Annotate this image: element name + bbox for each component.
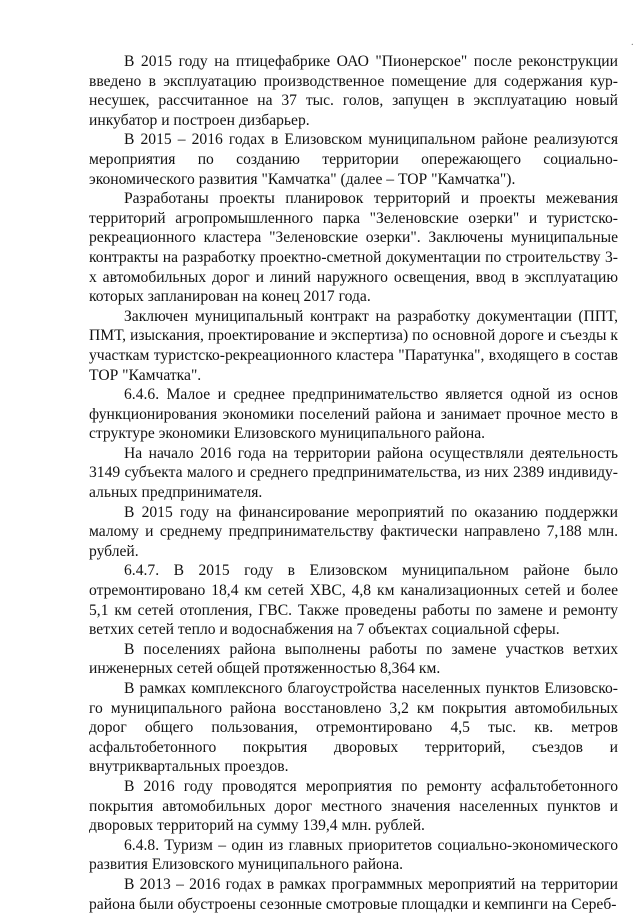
page-edge-mark: ·: [630, 40, 634, 51]
paragraph-asphalt-repair-2016: В 2016 году проводятся мероприятия по ремонту асфальтобетонного покрытия автомобильных дорог местного значения населенных пунктов и дворовых территорий на сумму 139,4 млн. рублей.: [89, 777, 618, 835]
paragraph-paratunka-contract: Заключен муниципальный контракт на разработку документации (ППТ, ПМТ, изыскания, проектирование и экспертиза) по основной дороге и съезды к участкам туристско-рекреационного кластера "Паратунка", входящего в состав ТОР "Камчатка".: [89, 307, 618, 384]
paragraph-section-6-4-7: 6.4.7. В 2015 году в Елизовском муниципальном районе было отремонтировано 18,4 км сетей ХВС, 4,8 км канализационных сетей и более 5,1 км сетей отопления, ГВС. Также проведены работы по замене и ремонту ветхих сетей тепло и водоснабжения на 7 объектах социальной сферы.: [89, 562, 618, 639]
document-page: [89, 52, 618, 914]
paragraph-tourism-sites: В 2013 – 2016 годах в рамках программных мероприятий на территории района были обустроены сезонные смотровые площадки и кемпинги на Сереб-: [89, 875, 618, 913]
paragraph-poultry-farm: В 2015 году на птицефабрике ОАО "Пионерское" после реконструкции введено в эксплуатацию производственное помещение для содержания кур-несушек, рассчитанное на 37 тыс. голов, запущен в эксплуатацию новый инкубатор и построен дизбарьер.: [89, 53, 618, 129]
paragraph-road-improvement: В рамках комплексного благоустройства населенных пунктов Елизовско-го муниципального района восстановлено 3,2 км покрытия автомобильных дорог общего пользования, отремонтировано 4,5 тыс. кв. метров асфальтобетонного покрытия дворовых территорий, съездов и внутриквартальных проездов.: [89, 680, 618, 776]
paragraph-tor-kamchatka: В 2015 – 2016 годах в Елизовском муниципальном районе реализуются мероприятия по созданию территории опережающего социально-экономического развития "Камчатка" (далее – ТОР "Камчатка").: [89, 131, 618, 188]
paragraph-smb-count: На начало 2016 года на территории района осуществляли деятельность 3149 субъекта малого и среднего предпринимательства, из них 2389 индивиду-альных предпринимателя.: [89, 444, 618, 502]
paragraph-section-6-4-8: 6.4.8. Туризм – один из главных приоритетов социально-экономического развития Елизовского муниципального района.: [89, 836, 618, 874]
paragraph-smb-funding: В 2015 году на финансирование мероприятий по оказанию поддержки малому и среднему предпринимательству фактически направлено 7,188 млн. рублей.: [89, 503, 618, 560]
paragraph-engineering-networks: В поселениях района выполнены работы по замене участков ветхих инженерных сетей общей протяженностью 8,364 км.: [89, 640, 618, 678]
paragraph-zelenovskie-projects: Разработаны проекты планировок территорий и проекты межевания территорий агропромышленного парка "Зеленовские озерки" и туристско-рекреационного кластера "Зеленовские озерки". Заключены муниципальные контракты на разработку проектно-сметной документации по строительству 3-х автомобильных дорог и линий наружного освещения, ввод в эксплуатацию которых запланирован на конец 2017 года.: [89, 190, 618, 306]
paragraph-section-6-4-6: 6.4.6. Малое и среднее предпринимательство является одной из основ функционирования экономики поселений района и занимает прочное место в структуре экономики Елизовского муниципального района.: [89, 386, 618, 443]
